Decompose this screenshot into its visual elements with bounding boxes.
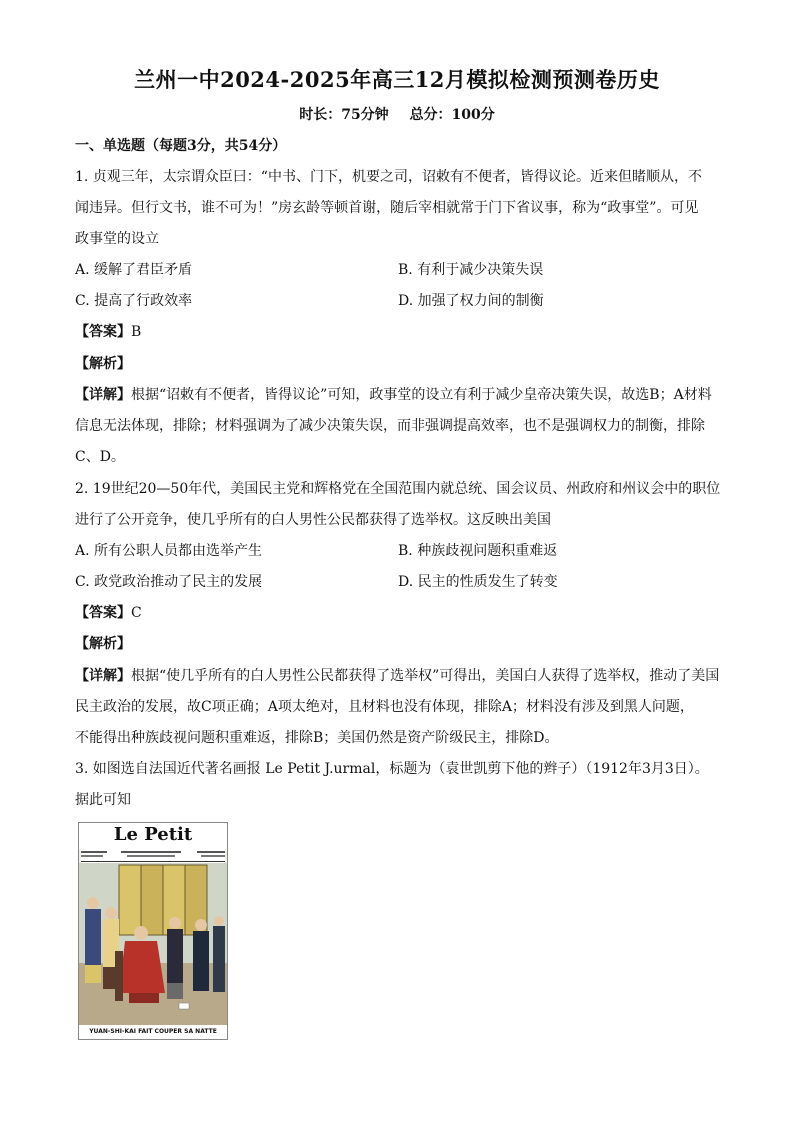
detail-tag: 【详解】 [75, 668, 131, 684]
q2-detail-line [75, 666, 725, 686]
q2-stem-line: 2. 19世纪20—50年代，美国民主党和辉格党在全国范围内就总统、国会议员、州政府和州议会中的职位 [75, 481, 721, 497]
illustration-scene [79, 863, 227, 1025]
newspaper-illustration [78, 822, 228, 1040]
masthead [79, 823, 227, 849]
q2-analysis-heading [75, 634, 725, 654]
section-heading: 一、单选题（每题3分，共54分） [75, 138, 287, 154]
q1-stem-line: 政事堂的设立 [75, 231, 159, 247]
exam-meta [0, 104, 794, 124]
duration-label: 时长：75分钟 [299, 107, 389, 123]
q1-analysis-heading [75, 354, 725, 374]
q2-option-c: C. 政党政治推动了民主的发展 [75, 574, 263, 590]
q1-option-a: A. 缓解了君臣矛盾 [75, 262, 193, 278]
q1-stem-line: 闻违异。但行文书，谁不可为！”房玄龄等顿首谢，随后宰相就常于门下省议事，称为“政事堂”。可见 [75, 200, 699, 216]
page-title: 兰州一中2024-2025年高三12月模拟检测预测卷历史 [134, 67, 660, 92]
q1-option-c: C. 提高了行政效率 [75, 293, 193, 309]
q1-option-d: D. 加强了权力间的制衡 [398, 293, 544, 309]
q1-answer [75, 322, 725, 342]
q3-stem-line: 据此可知 [75, 792, 131, 808]
q1-detail-line: C、D。 [75, 449, 125, 465]
detail-text: 根据“使几乎所有的白人男性公民都获得了选举权”可得出，美国白人获得了选举权，推动了美国 [131, 668, 720, 684]
answer-tag: 【答案】 [75, 324, 131, 340]
detail-tag: 【详解】 [75, 387, 131, 403]
analysis-tag: 【解析】 [75, 356, 131, 372]
total-score-label: 总分：100分 [409, 107, 495, 123]
analysis-tag: 【解析】 [75, 636, 131, 652]
illustration-caption: YUAN-SHI-KAI FAIT COUPER SA NATTE [79, 1025, 227, 1039]
answer-value: C [131, 605, 142, 621]
detail-text: 根据“诏敕有不便者，皆得议论”可知，政事堂的设立有利于减少皇帝决策失误，故选B；A材料 [131, 387, 712, 403]
q1-stem-line: 1. 贞观三年，太宗谓众臣曰：“中书、门下，机要之司，诏敕有不便者，皆得议论。近来但睹顺从，不 [75, 169, 702, 185]
q1-option-b: B. 有利于减少决策失误 [398, 262, 544, 278]
q2-detail-line: 民主政治的发展，故C项正确；A项太绝对，且材料也没有体现，排除A；材料没有涉及到黑人问题， [75, 699, 694, 715]
q2-answer [75, 603, 725, 623]
q3-stem-line: 3. 如图选自法国近代著名画报 Le Petit J.urmal，标题为（袁世凯剪下他的辫子）（1912年3月3日）。 [75, 761, 709, 777]
answer-tag: 【答案】 [75, 605, 131, 621]
q1-detail-line: 信息无法体现，排除；材料强调为了减少决策失误，而非强调提高效率，也不是强调权力的制衡，排除 [75, 418, 705, 434]
q2-option-a: A. 所有公职人员都由选举产生 [75, 543, 263, 559]
answer-value: B [131, 324, 142, 340]
q2-option-b: B. 种族歧视问题积重难返 [398, 543, 558, 559]
q1-detail-line [75, 385, 725, 405]
masthead-info-strip [81, 849, 225, 863]
masthead-title: Le Petit [113, 824, 193, 845]
q2-option-d: D. 民主的性质发生了转变 [398, 574, 558, 590]
q2-detail-line: 不能得出种族歧视问题积重难返，排除B；美国仍然是资产阶级民主，排除D。 [75, 730, 559, 746]
q2-stem-line: 进行了公开竞争，使几乎所有的白人男性公民都获得了选举权。这反映出美国 [75, 512, 551, 528]
